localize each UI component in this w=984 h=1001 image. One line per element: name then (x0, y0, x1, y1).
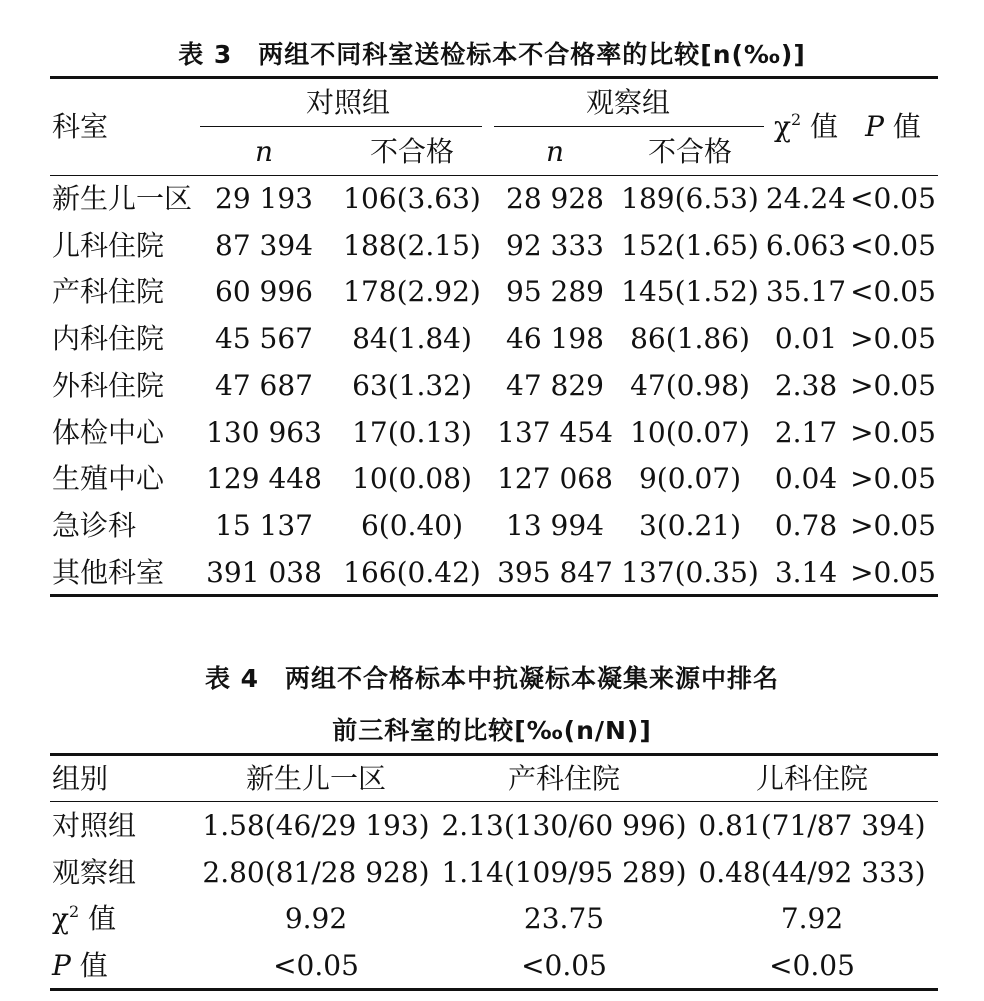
table3-cell-observe-n: 47 829 (506, 368, 604, 402)
table4-p-dept1: <0.05 (273, 949, 359, 982)
table3-cell-p-value: <0.05 (850, 182, 936, 215)
table3-cell-chi-value: 6.063 (765, 228, 847, 262)
table3-header-control-n: n (254, 135, 274, 168)
table3-cell-control-unqualified: 188(2.15) (343, 228, 481, 262)
table4-p-dept3: <0.05 (769, 949, 855, 982)
table3-cell-dept: 外科住院 (52, 368, 165, 402)
table3-cell-control-unqualified: 10(0.08) (352, 462, 472, 496)
table3-header-observe-unqualified: 不合格 (647, 135, 733, 168)
table3-header-rule (50, 175, 938, 176)
table4-bottom-rule (50, 988, 938, 991)
table3-cell-control-unqualified: 6(0.40) (360, 508, 464, 542)
table3-cell-dept: 产科住院 (52, 275, 165, 309)
table4-cell-dept1: 2.80(81/28 928) (202, 855, 430, 889)
table3-cell-p-value: >0.05 (850, 508, 936, 542)
table3-cell-observe-unqualified: 189(6.53) (621, 182, 759, 215)
table3-cell-chi-value: 0.01 (774, 322, 838, 356)
table3-cell-chi-value: 3.14 (774, 555, 838, 589)
table3-cell-control-n: 45 567 (215, 322, 313, 356)
table3-cell-dept: 体检中心 (52, 415, 165, 449)
table3-header-control: 对照组 (305, 86, 391, 119)
table3-cell-control-n: 87 394 (215, 228, 313, 262)
table3-cell-dept: 新生儿一区 (52, 182, 193, 215)
table4-cell-dept3: 0.81(71/87 394) (698, 809, 926, 842)
table3-cell-chi-value: 2.17 (774, 415, 838, 449)
table3-observe-subrule (494, 126, 764, 127)
table3-header-chi: $\chi^2$ 值 (773, 110, 839, 143)
table4-cell-dept3: 0.48(44/92 333) (698, 855, 926, 889)
table4-cell-dept2: 1.14(109/95 289) (441, 855, 687, 889)
table3-cell-observe-n: 46 198 (506, 322, 604, 356)
table3-cell-p-value: >0.05 (850, 368, 936, 402)
table3-cell-p-value: <0.05 (850, 228, 936, 262)
table3-cell-p-value: >0.05 (850, 555, 936, 589)
table3-top-rule (50, 76, 938, 79)
table4-top-rule (50, 753, 938, 756)
table3-cell-observe-unqualified: 3(0.21) (638, 508, 742, 542)
table3-cell-control-n: 130 963 (206, 415, 322, 449)
table4-header-dept1: 新生儿一区 (245, 762, 387, 795)
table3-cell-observe-n: 127 068 (497, 462, 613, 496)
table3-cell-p-value: >0.05 (850, 415, 936, 449)
table3-cell-control-unqualified: 17(0.13) (352, 415, 472, 449)
table4-header-group: 组别 (52, 762, 109, 795)
table3-cell-observe-unqualified: 86(1.86) (630, 322, 750, 356)
table3-cell-dept: 儿科住院 (52, 228, 165, 262)
table4-header-dept3: 儿科住院 (755, 762, 869, 795)
table3-control-subrule (200, 126, 482, 127)
table3-cell-control-unqualified: 178(2.92) (343, 275, 481, 309)
table4-cell-group: 观察组 (52, 855, 137, 889)
table3-header-control-unqualified: 不合格 (369, 135, 455, 168)
table3-cell-chi-value: 24.24 (765, 182, 847, 215)
table3-cell-observe-unqualified: 47(0.98) (630, 368, 750, 402)
table3-header-dept: 科室 (52, 110, 109, 143)
table3-cell-control-unqualified: 63(1.32) (352, 368, 472, 402)
table3-cell-observe-unqualified: 137(0.35) (621, 555, 759, 589)
table3-cell-observe-unqualified: 152(1.65) (621, 228, 759, 262)
table3-cell-observe-unqualified: 145(1.52) (621, 275, 759, 309)
table3-cell-dept: 内科住院 (52, 322, 165, 356)
table3-cell-observe-unqualified: 10(0.07) (630, 415, 750, 449)
table3-cell-chi-value: 0.78 (774, 508, 838, 542)
table3-cell-observe-n: 92 333 (506, 228, 604, 262)
table3-cell-p-value: <0.05 (850, 275, 936, 309)
table3-header-p: P 值 (865, 110, 921, 143)
table3-cell-control-unqualified: 106(3.63) (343, 182, 481, 215)
table4-cell-dept2: 2.13(130/60 996) (441, 809, 687, 842)
table4-header-rule (50, 801, 938, 802)
table3-cell-control-n: 47 687 (215, 368, 313, 402)
table3-cell-control-unqualified: 166(0.42) (343, 555, 481, 589)
table3-cell-observe-unqualified: 9(0.07) (638, 462, 742, 496)
table4-p-label: P 值 (52, 949, 108, 982)
table3-cell-dept: 生殖中心 (52, 462, 165, 496)
table3-cell-observe-n: 13 994 (506, 508, 604, 542)
table3-cell-observe-n: 137 454 (497, 415, 613, 449)
table3-cell-dept: 急诊科 (52, 508, 137, 542)
table4-cell-group: 对照组 (52, 809, 137, 842)
table3-cell-control-unqualified: 84(1.84) (352, 322, 472, 356)
table3-bottom-rule (50, 594, 938, 597)
table3-cell-dept: 其他科室 (52, 555, 165, 589)
table4-chi-dept3: 7.92 (780, 902, 844, 935)
table3-cell-chi-value: 2.38 (774, 368, 838, 402)
table3-cell-control-n: 391 038 (206, 555, 322, 589)
table3-cell-observe-n: 95 289 (506, 275, 604, 309)
table4-chi-dept1: 9.92 (284, 902, 348, 935)
table4-caption-line1: 表 4 两组不合格标本中抗凝标本凝集来源中排名 (204, 664, 780, 693)
table3-cell-control-n: 29 193 (215, 182, 313, 215)
table4-header-dept2: 产科住院 (507, 762, 621, 795)
table3-cell-observe-n: 28 928 (506, 182, 604, 215)
table3-header-observe: 观察组 (585, 86, 671, 119)
table3-cell-observe-n: 395 847 (497, 555, 613, 589)
table4-cell-dept1: 1.58(46/29 193) (202, 809, 430, 842)
table3-cell-control-n: 60 996 (215, 275, 313, 309)
table3-cell-p-value: >0.05 (850, 462, 936, 496)
table3-cell-control-n: 129 448 (206, 462, 322, 496)
table3-cell-control-n: 15 137 (215, 508, 313, 542)
table4-caption-line2: 前三科室的比较[‰(n/N)] (332, 716, 652, 745)
table3-cell-chi-value: 35.17 (765, 275, 847, 309)
table3-cell-chi-value: 0.04 (774, 462, 838, 496)
table3-header-observe-n: n (545, 135, 565, 168)
table3-cell-p-value: >0.05 (850, 322, 936, 356)
table4-chi-dept2: 23.75 (523, 902, 605, 935)
table4-p-dept2: <0.05 (521, 949, 607, 982)
table3-caption: 表 3 两组不同科室送检标本不合格率的比较[n(‰)] (178, 40, 806, 69)
table4-chi-label: $\chi^2$ 值 (52, 902, 117, 935)
